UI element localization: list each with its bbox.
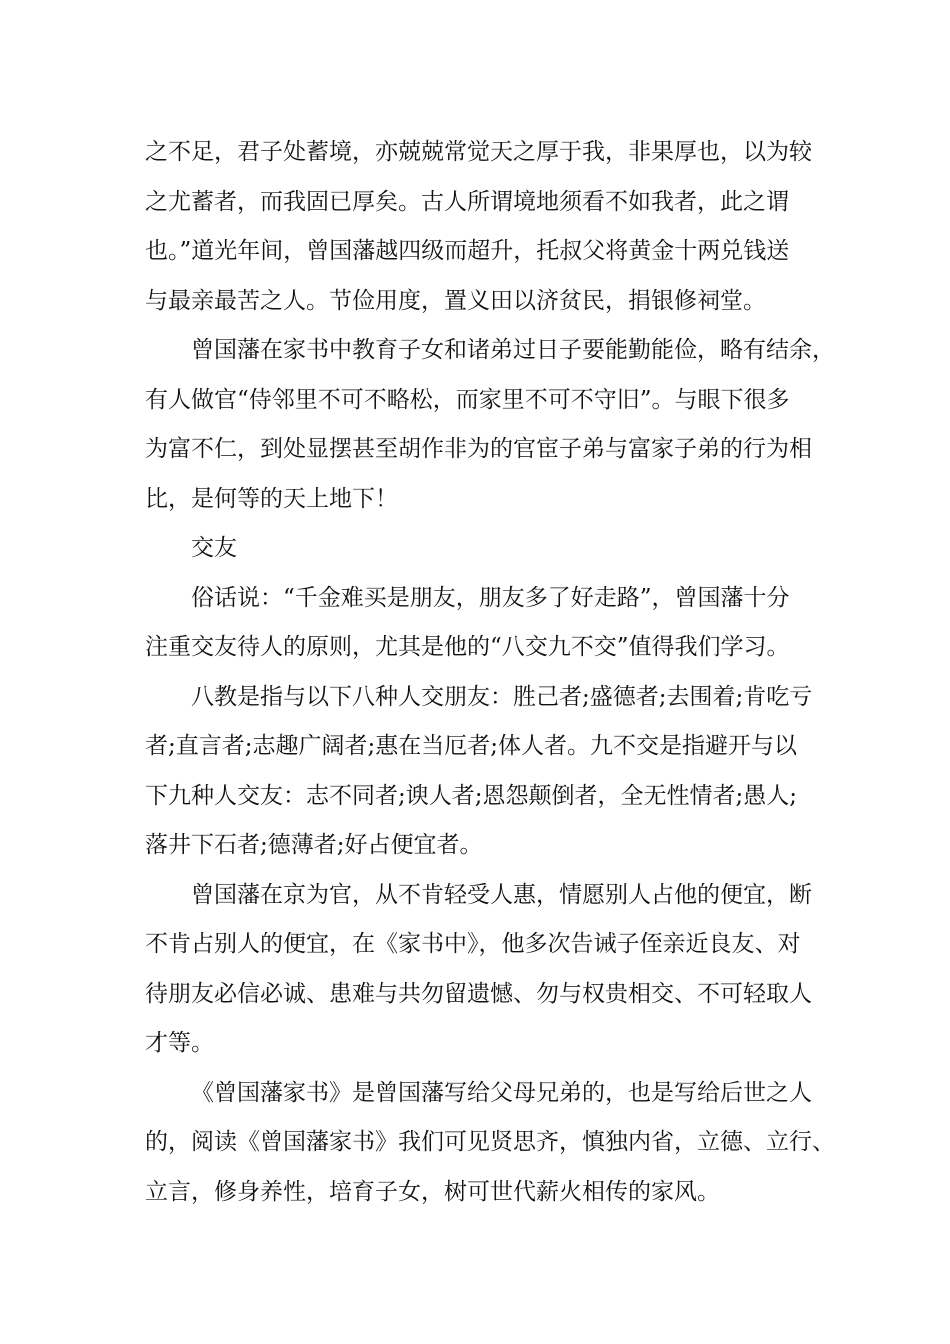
text-line: 落井下石者;德薄者;好占便宜者。 [145, 832, 483, 858]
text-line: 为富不仁，到处显摆甚至胡作非为的官宦子弟与富家子弟的行为相 [145, 436, 812, 462]
text-line: 的，阅读《曾国藩家书》我们可见贤思齐，慎独内省，立德、立行、 [145, 1129, 835, 1155]
paragraph [145, 128, 825, 326]
text-line: 八教是指与以下八种人交朋友：胜己者;盛德者;去围着;肯吃亏 [191, 683, 813, 710]
text-line: 才等。 [145, 1030, 214, 1056]
paragraph [145, 326, 835, 524]
paragraph [145, 673, 825, 871]
text-line: 之不足，君子处蓄境，亦兢兢常觉天之厚于我，非果厚也，以为较 [145, 139, 812, 165]
text-line: 之尤蓄者，而我固已厚矣。古人所谓境地须看不如我者，此之谓 [145, 188, 789, 215]
text-line: 俗话说：“千金难买是朋友，朋友多了好走路”，曾国藩十分 [191, 584, 790, 611]
text-line: 有人做官“侍邻里不可不略松，而家里不可不守旧”。与眼下很多 [145, 386, 790, 413]
section-heading [145, 524, 825, 574]
text-line: 曾国藩在家书中教育子女和诸弟过日子要能勤能俭，略有结余， [191, 337, 835, 363]
text-line: 不肯占别人的便宜，在《家书中》，他多次告诫子侄亲近良友、对 [145, 931, 801, 957]
text-line: 下九种人交友：志不同者;谀人者;恩怨颠倒者，全无性情者;愚人; [145, 782, 797, 809]
text-line: 也。”道光年间，曾国藩越四级而超升，托叔父将黄金十两兑钱送 [145, 238, 790, 264]
text-line: 曾国藩在京为官，从不肯轻受人惠，情愿别人占他的便宜，断 [191, 881, 812, 908]
text-line: 比，是何等的天上地下！ [145, 485, 398, 512]
text-line: 者;直言者;志趣广阔者;惠在当厄者;体人者。九不交是指避开与以 [145, 733, 797, 759]
text-line: 注重交友待人的原则，尤其是他的“八交九不交”值得我们学习。 [145, 634, 790, 660]
text-line: 交友 [191, 535, 237, 561]
paragraph [145, 1069, 835, 1218]
paragraph [145, 871, 825, 1069]
text-line: 立言，修身养性，培育子女，树可世代薪火相传的家风。 [145, 1178, 720, 1205]
text-line: 《曾国藩家书》是曾国藩写给父母兄弟的，也是写给后世之人 [191, 1079, 812, 1106]
document-body [145, 128, 835, 1217]
text-line: 与最亲最苦之人。节俭用度，置义田以济贫民，捐银修祠堂。 [145, 287, 766, 314]
text-line: 待朋友必信必诚、患难与共勿留遗憾、勿与权贵相交、不可轻取人 [145, 980, 812, 1007]
paragraph [145, 574, 825, 673]
